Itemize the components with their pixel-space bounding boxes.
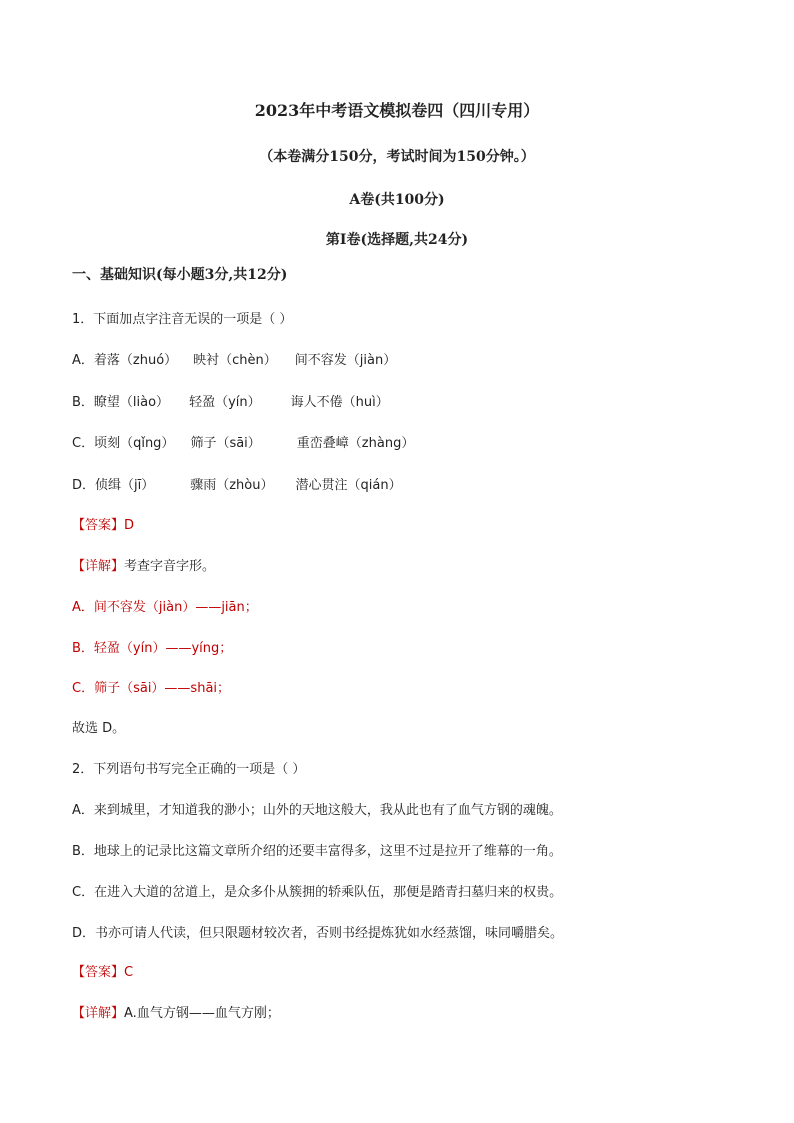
q1-conclusion: 故选 D。 bbox=[72, 721, 126, 736]
q1-b-item2: 轻盈（yín） bbox=[189, 395, 261, 410]
q1-d-item3: 潜心贯注（qián） bbox=[295, 478, 402, 493]
q1-d-item2: 骤雨（zhòu） bbox=[190, 478, 274, 493]
q1-a-item3: 间不容发（jiàn） bbox=[294, 353, 397, 368]
section-i-heading: 第I卷(选择题,共24分) bbox=[325, 232, 469, 248]
q2-option-d: D．书亦可请人代读，但只限题材较次者，否则书经提炼犹如水经蒸馏，味同嚼腊矣。 bbox=[72, 926, 564, 941]
q2-answer bbox=[72, 964, 133, 982]
page-subtitle: （本卷满分150分，考试时间为150分钟。） bbox=[259, 149, 535, 165]
q2-stem: 2．下列语句书写完全正确的一项是（ ） bbox=[72, 762, 306, 777]
q1-stem: 1．下面加点字注音无误的一项是（ ） bbox=[72, 312, 293, 327]
q2-detail-text: A.血气方钢——血气方刚； bbox=[124, 1006, 280, 1021]
q1-detail-line-b: B．轻盈（yín）——yíng； bbox=[72, 641, 233, 656]
q1-option-d bbox=[72, 477, 402, 495]
section-a-heading: A卷(共100分) bbox=[349, 192, 445, 208]
q1-option-b bbox=[72, 394, 389, 412]
q1-detail-line-c: C．筛子（sāi）——shāi； bbox=[72, 681, 231, 696]
q2-detail-label: 【详解】 bbox=[72, 1006, 125, 1021]
q1-c-item2: 筛子（sāi） bbox=[190, 436, 261, 451]
q1-detail-text: 考查字音字形。 bbox=[124, 559, 216, 574]
q1-c-item1: C．顷刻（qǐng） bbox=[72, 436, 175, 451]
part1-heading: 一、基础知识(每小题3分,共12分) bbox=[72, 267, 288, 283]
q2-detail bbox=[72, 1005, 280, 1023]
q1-option-a bbox=[72, 352, 396, 370]
q1-a-item2: 映衬（chèn） bbox=[193, 353, 277, 368]
q2-option-b: B．地球上的记录比这篇文章所介绍的还要丰富得多，这里不过是拉开了维幕的一角。 bbox=[72, 844, 562, 859]
q2-option-a: A．来到城里，才知道我的渺小；山外的天地这般大，我从此也有了血气方钢的魂魄。 bbox=[72, 803, 562, 818]
q1-answer-value: D bbox=[124, 518, 135, 533]
q1-b-item3: 诲人不倦（huì） bbox=[290, 395, 389, 410]
q1-detail bbox=[72, 558, 215, 576]
q1-a-item1: A．着落（zhuó） bbox=[72, 353, 178, 368]
q1-answer bbox=[72, 517, 134, 535]
q2-option-c: C．在进入大道的岔道上，是众多仆从簇拥的轿乘队伍，那便是踏青扫墓归来的权贵。 bbox=[72, 885, 563, 900]
q1-d-item1: D．侦缉（jī） bbox=[72, 478, 155, 493]
q1-c-item3: 重峦叠嶂（zhàng） bbox=[296, 436, 415, 451]
q1-detail-line-a: A．间不容发（jiàn）——jiān； bbox=[72, 600, 258, 615]
q1-b-item1: B．瞭望（liào） bbox=[72, 395, 170, 410]
q2-answer-value: C bbox=[124, 965, 134, 980]
q1-detail-label: 【详解】 bbox=[72, 559, 125, 574]
q1-answer-label: 【答案】 bbox=[72, 518, 125, 533]
page-title: 2023年中考语文模拟卷四（四川专用） bbox=[254, 101, 540, 120]
q1-option-c bbox=[72, 435, 414, 453]
q2-answer-label: 【答案】 bbox=[72, 965, 125, 980]
